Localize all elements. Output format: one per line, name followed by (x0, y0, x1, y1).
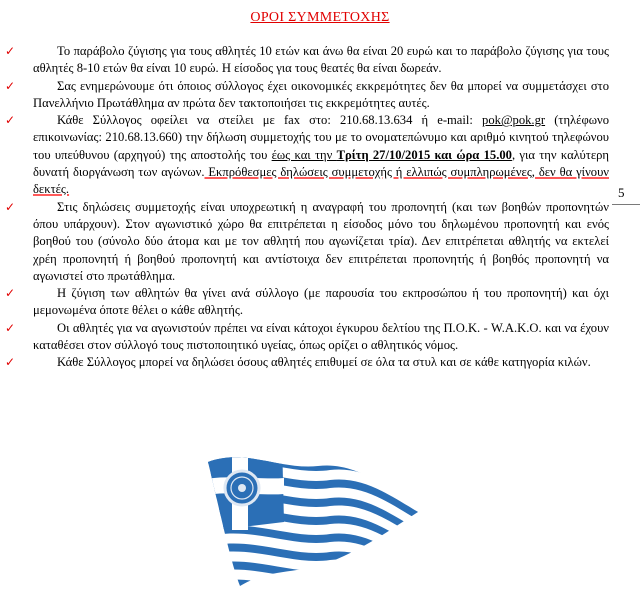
check-icon: ✓ (5, 199, 16, 214)
paragraph-text: (τηλέφωνο επικοινωνίας: 210.68.13.660) την δήλωση συμμετοχής του με το ονοματεπώνυμο και αριθμό κινητού τηλεφώνου του υπεύθυνου (αρχηγού) της αποστολής του (33, 113, 609, 162)
page-number: 5 (618, 185, 625, 200)
late-entry-notice: Εκπρόθεσμες δηλώσεις συμμετοχής ή ελλιπώς συμπληρωμένες, δεν θα γίνουν δεκτές. (33, 165, 609, 197)
list-item (5, 199, 609, 285)
check-icon: ✓ (5, 78, 16, 93)
paragraph-text: Στις δηλώσεις συμμετοχής είναι υποχρεωτική η αναγραφή του προπονητή (και των βοηθών προπονητών όπου υπάρχουν). Στον αγωνιστικό χώρο θα επιτρέπεται η είσοδος μόνο του δηλωμένου προπονητή και ενός βοηθού του (σύνολο δύο άτομα και με τον αθλητή που αγωνίζεται τρία). Δεν επιτρέπεται αθλητής να εκτελεί χρέη προπονητή ή βοηθού προπονητή και αντίστοιχα δεν επιτρέπεται προπονητής ή βοηθός προπονητή να αγωνιστεί στο πρωτάθλημα. (33, 199, 609, 283)
emblem-icon (225, 471, 259, 505)
greek-flag-icon (200, 440, 425, 590)
paragraph-text: Κάθε Σύλλογος μπορεί να δηλώσει όσους αθλητές επιθυμεί σε όλα τα στυλ και σε κάθε κατηγορία κιλών. (57, 355, 591, 370)
paragraph-text: Σας ενημερώνουμε ότι όποιος σύλλογος έχει οικονομικές εκκρεμότητες δεν θα μπορεί να συμμετάσχει στο Πανελλήνιο Πρωτάθλημα αν πρώτα δεν τακτοποιήσει τις εκκρεμότητες αυτές. (33, 78, 609, 110)
list-item (5, 285, 609, 320)
paragraph-text: Το παράβολο ζύγισης για τους αθλητές 10 ετών και άνω θα είναι 20 ευρώ και το παράβολο ζύγισης για τους αθλητές 8-10 ετών θα είναι 10 ευρώ. Η είσοδος για τους θεατές θα είναι δωρεάν. (33, 44, 609, 76)
terms-list (5, 43, 609, 372)
check-icon: ✓ (5, 320, 16, 335)
check-icon: ✓ (5, 113, 16, 128)
list-item (5, 320, 609, 355)
list-item (5, 43, 609, 78)
page-title: ΟΡΟΙ ΣΥΜΜΕΤΟΧΗΣ (250, 10, 390, 25)
list-item (5, 354, 609, 371)
paragraph-text: Η ζύγιση των αθλητών θα γίνει ανά σύλλογο (με παρουσία του εκπροσώπου ή του προπονητή) και όχι μεμονωμένα όποτε θέλει ο κάθε αθλητής. (33, 286, 609, 318)
paragraph-text: Κάθε Σύλλογος οφείλει να στείλει με fax στο: 210.68.13.634 ή e-mail: (57, 113, 483, 128)
list-item (5, 112, 609, 198)
check-icon: ✓ (5, 355, 16, 370)
list-item (5, 78, 609, 113)
paragraph-text: Οι αθλητές για να αγωνιστούν πρέπει να είναι κάτοχοι έγκυρου δελτίου της Π.Ο.Κ. - W.A.K.O. και να έχουν καταθέσει στον σύλλογό τους πιστοποιητικό υγείας, όπως ορίζει ο αθλητικός νόμος. (33, 320, 609, 353)
paragraph-text: , για την καλύτερη δυνατή διοργάνωση των αγώνων. (33, 147, 609, 180)
deadline-prefix: έως και την (271, 147, 337, 162)
email-link[interactable]: pok@pok.gr (482, 113, 546, 128)
deadline-date: Τρίτη 27/10/2015 και ώρα 15.00 (336, 147, 512, 162)
check-icon: ✓ (5, 286, 16, 301)
margin-divider (612, 204, 640, 205)
check-icon: ✓ (5, 44, 16, 58)
